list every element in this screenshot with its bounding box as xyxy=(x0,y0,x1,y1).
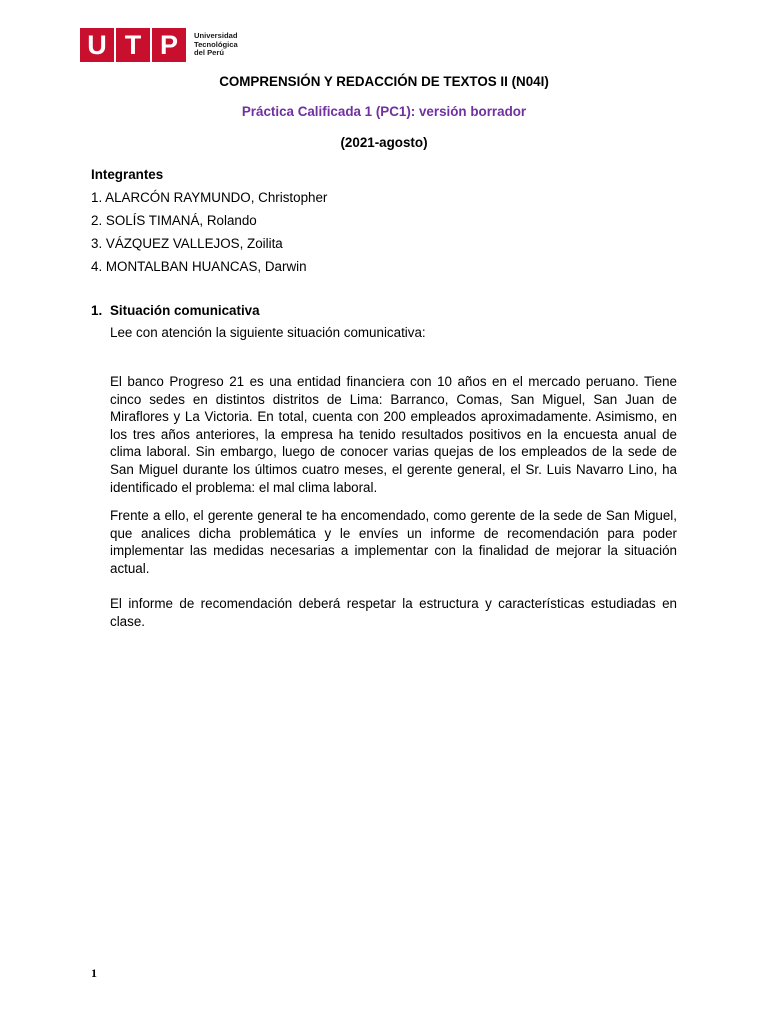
member-name: , Christopher xyxy=(250,190,328,205)
member-surname: 3. VÁZQUEZ VALLEJOS xyxy=(91,236,240,251)
member-surname: 4. MONTALBAN HUANCAS xyxy=(91,259,258,274)
members-heading: Integrantes xyxy=(91,167,164,182)
member-item xyxy=(91,213,257,228)
member-item xyxy=(91,190,327,205)
logo-letter-p: P xyxy=(152,28,186,62)
utp-logo xyxy=(80,28,238,62)
logo-letter-t: T xyxy=(116,28,150,62)
member-item xyxy=(91,259,307,274)
member-name: , Darwin xyxy=(257,259,307,274)
section-heading xyxy=(91,303,260,318)
logo-line-3: del Perú xyxy=(194,48,224,58)
logo-letter-u: U xyxy=(80,28,114,62)
logo-line-1: Universidad xyxy=(194,31,238,41)
section-intro: Lee con atención la siguiente situación comunicativa: xyxy=(110,325,426,340)
document-date: (2021-agosto) xyxy=(340,135,428,150)
document-title: COMPRENSIÓN Y REDACCIÓN DE TEXTOS II (N04I) xyxy=(219,74,549,89)
section-title: Situación comunicativa xyxy=(110,303,260,318)
section-number: 1. xyxy=(91,303,103,318)
logo-line-2: Tecnológica xyxy=(194,39,238,49)
page-number: 1 xyxy=(91,966,97,980)
member-surname: 1. ALARCÓN RAYMUNDO xyxy=(91,190,251,205)
logo-university-name xyxy=(194,32,238,58)
paragraph-context: El banco Progreso 21 es una entidad financiera con 10 años en el mercado peruano. Tiene cinco sedes en distintos distritos de Lima: Barranco, Comas, San Miguel, San Juan de Miraflores y La Victoria. En total, cuenta con 200 empleados aproximadamente. Asimismo, en los tres años anteriores, la empresa ha tenido resultados positivos en la encuesta anual de clima laboral. Sin embargo, luego de conocer varias quejas de los empleados de la sede de San Miguel durante los últimos cuatro meses, el gerente general, el Sr. Luis Navarro Lino, ha identificado el problema: el mal clima laboral. xyxy=(110,374,677,495)
paragraph-requirements: El informe de recomendación deberá respetar la estructura y características estudiadas en clase. xyxy=(110,596,677,629)
member-item xyxy=(91,236,283,251)
paragraph-task: Frente a ello, el gerente general te ha encomendado, como gerente de la sede de San Miguel, que analices dicha problemática y le envíes un informe de recomendación para poder implementar las medidas necesarias a implementar con la finalidad de mejorar la situación actual. xyxy=(110,508,677,576)
member-name: , Rolando xyxy=(199,213,257,228)
member-name: , Zoilita xyxy=(239,236,283,251)
document-subtitle: Práctica Calificada 1 (PC1): versión borrador xyxy=(241,104,527,119)
member-surname: 2. SOLÍS TIMANÁ xyxy=(91,213,200,228)
